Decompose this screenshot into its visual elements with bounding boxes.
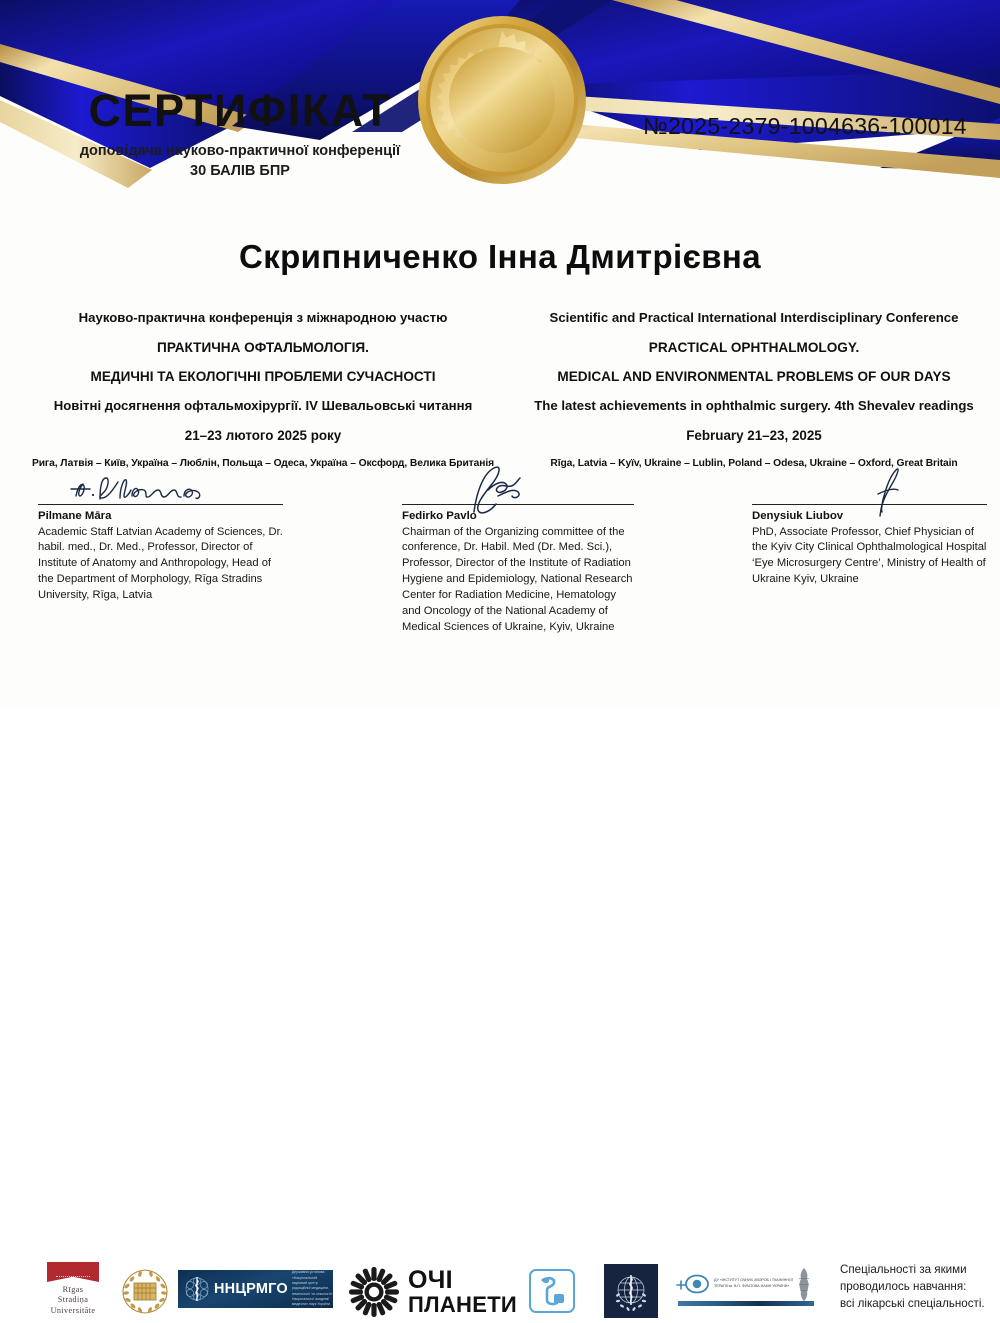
signature-block-denysiuk [752,468,987,588]
conference-uk-line-1: Науково-практична конференція з міжнародною участю [78,310,448,325]
speciality-note-line-2: проводилось навчання: [840,1279,967,1293]
rsu-banner-icon [47,1262,99,1282]
ochi-planety-logo [348,1266,517,1318]
conference-uk-locations: Рига, Латвія – Київ, Україна – Люблін, Польща – Одеса, Україна – Оксфорд, Велика Британія [31,457,495,469]
who-emblem-logo [604,1264,658,1318]
speciality-note [840,1262,996,1312]
ochi-planety-line-2: ПЛАНЕТИ [408,1291,518,1317]
signatory-name-denysiuk: Denysiuk Liubov [752,510,844,522]
stela-monument-logo [790,1266,818,1311]
conference-uk-line-4: Новітні досягнення офтальмохірургії. IV Шевальовські читання [53,397,473,413]
speciality-note-line-3: всі лікарські спеціальності. [840,1296,985,1310]
signature-mark-denysiuk [752,468,987,504]
conference-en-dates: February 21–23, 2025 [686,427,822,443]
title-block [60,85,420,181]
signature-mark-pilmane [38,468,283,504]
conference-en-line-3: MEDICAL AND ENVIRONMENTAL PROBLEMS OF OUR DAYS [557,369,951,385]
footer-logo-row [0,626,1000,1317]
academy-wreath-crest-logo [118,1266,172,1316]
rsu-logo-line-1: Rīgas [62,1285,84,1294]
signature-block-fedirko [402,468,634,636]
iris-sunburst-icon [348,1266,400,1318]
rsu-logo-line-3: Universitāte [50,1305,96,1315]
blue-serpent-square-logo [528,1268,576,1314]
nncrmgo-abbreviation: ННЦРМГО [214,1281,288,1297]
signature-block-pilmane [38,468,283,604]
page-title: СЕРТИФІКАТ [88,85,392,136]
conference-en-line-4: The latest achievements in ophthalmic surgery. 4th Shevalev readings [534,397,974,413]
certificate-subtitle-line-1: доповідача науково-практичної конференції [79,143,401,159]
conference-uk-line-2: ПРАКТИЧНА ОФТАЛЬМОЛОГІЯ. [157,339,369,355]
conference-uk-dates: 21–23 лютого 2025 року [184,427,342,443]
signature-mark-fedirko [402,468,634,504]
rsu-logo-text [36,1285,110,1316]
speciality-note-line-1: Спеціальності за якими [840,1263,967,1276]
ochi-planety-line-1: ОЧІ [408,1266,453,1295]
rsu-logo-line-2: Stradiņa [57,1295,89,1305]
nncrmgo-logo [178,1270,333,1308]
conference-details-en [508,310,1000,470]
certificate-subtitle-line-2: 30 БАЛІВ БПР [190,162,290,179]
conference-en-line-2: PRACTICAL OPHTHALMOLOGY. [648,339,860,355]
nncrmgo-fine-print: Державна установа «Національний науковий центр радіаційної медицини, гематології та онкології» Національної академії медичних наук України [291,1270,333,1307]
conference-en-locations: Rīga, Latvia – Kyїv, Ukraine – Lublin, Poland – Odesa, Ukraine – Oxford, Great Britain [550,457,958,469]
conference-details-uk [18,310,508,470]
recipient-name: Скрипниченко Інна Дмитрієвна [238,238,762,275]
nncrmgo-caduceus-icon [182,1274,212,1304]
rsu-logo [36,1262,110,1316]
eye-clinic-fine-print: ДУ «ІНСТИТУТ ОЧНИХ ХВОРОБ І ТКАНИННОЇ ТЕРАПІЇ ім. В.П. ФІЛАТОВА НАМН УКРАЇНИ» [714,1278,793,1288]
conference-uk-line-3: МЕДИЧНІ ТА ЕКОЛОГІЧНІ ПРОБЛЕМИ СУЧАСНОСТІ [90,369,436,385]
certificate-subtitle [60,142,420,181]
ochi-planety-text [408,1268,517,1316]
signatory-name-fedirko: Fedirko Pavlo [402,510,477,522]
conference-en-line-1: Scientific and Practical International Interdisciplinary Conference [549,310,959,325]
signatory-description-denysiuk: PhD, Associate Professor, Chief Physician of the Kyiv City Clinical Ophthalmological Hospital ‘Eye Microsurgery Centre’, Ministry of Health of Ukraine Kyiv, Ukraine [752,525,987,586]
signatory-name-pilmane: Pilmane Māra [38,510,112,522]
signatory-description-pilmane: Academic Staff Latvian Academy of Sciences, Dr. habil. med., Dr. Med., Professor, Director of Institute of Anatomy and Anthropology, Head of the Department of Morphology, Rīga Stradins University, Rīga, Latvia [38,525,283,602]
eye-icon [678,1271,710,1297]
signatory-description-fedirko: Chairman of the Organizing committee of the conference, Dr. Habil. Med (Dr. Med. Sci.), Professor, Director of the Institute of Radiation Hygiene and Epidemiology, National Research Center for Radiation Medicine, Hematology and Oncology of the National Academy of Medical Sciences of Ukraine, Kyiv, Ukraine [402,525,633,633]
certificate-number: №2025-2379-1004636-100014 [643,113,967,139]
